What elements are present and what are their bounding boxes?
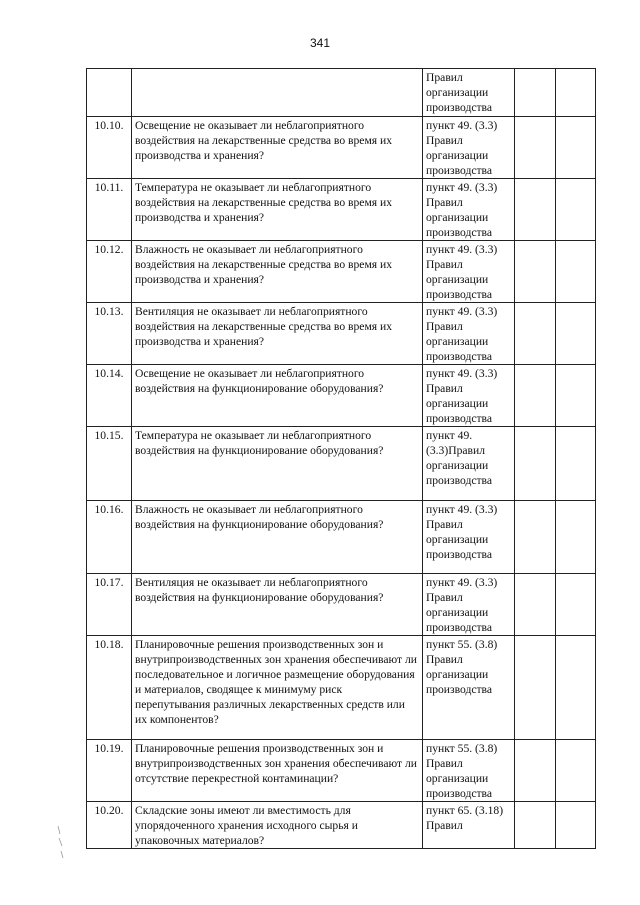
page-number: 341	[309, 36, 331, 50]
row-number	[87, 69, 132, 117]
row-note-cell	[556, 303, 596, 365]
row-number: 10.17.	[87, 574, 132, 636]
table-row	[87, 501, 596, 574]
row-reference: Правил организации производства	[423, 69, 515, 117]
row-note-cell	[556, 427, 596, 501]
row-reference: пункт 49. (3.3) Правил организации производства	[423, 241, 515, 303]
row-number: 10.20.	[87, 802, 132, 849]
table-row	[87, 740, 596, 802]
table-row	[87, 574, 596, 636]
row-number: 10.16.	[87, 501, 132, 574]
row-reference: пункт 55. (3.8) Правил организации производства	[423, 636, 515, 740]
table-row	[87, 427, 596, 501]
row-note-cell	[556, 574, 596, 636]
table-row	[87, 69, 596, 117]
table-row	[87, 802, 596, 849]
row-answer-cell	[515, 740, 556, 802]
row-question: Освещение не оказывает ли неблагоприятного воздействия на функционирование оборудования?	[132, 365, 423, 427]
row-note-cell	[556, 179, 596, 241]
row-reference: пункт 49. (3.3) Правил организации производства	[423, 179, 515, 241]
row-note-cell	[556, 69, 596, 117]
row-reference: пункт 49. (3.3) Правил организации производства	[423, 303, 515, 365]
row-answer-cell	[515, 303, 556, 365]
row-number: 10.18.	[87, 636, 132, 740]
row-answer-cell	[515, 636, 556, 740]
row-reference: пункт 65. (3.18) Правил	[423, 802, 515, 849]
row-question: Освещение не оказывает ли неблагоприятного воздействия на лекарственные средства во время их производства и хранения?	[132, 117, 423, 179]
table-row	[87, 179, 596, 241]
row-number: 10.10.	[87, 117, 132, 179]
row-reference: пункт 49. (3.3) Правил организации производства	[423, 574, 515, 636]
row-question: Влажность не оказывает ли неблагоприятного воздействия на функционирование оборудования?	[132, 501, 423, 574]
row-note-cell	[556, 241, 596, 303]
row-answer-cell	[515, 365, 556, 427]
table-row	[87, 241, 596, 303]
margin-marks	[56, 824, 66, 864]
row-question: Температура не оказывает ли неблагоприятного воздействия на лекарственные средства во время их производства и хранения?	[132, 179, 423, 241]
row-answer-cell	[515, 802, 556, 849]
table-row	[87, 303, 596, 365]
row-number: 10.11.	[87, 179, 132, 241]
row-question	[132, 69, 423, 117]
checklist-table	[86, 68, 596, 849]
row-note-cell	[556, 501, 596, 574]
row-note-cell	[556, 365, 596, 427]
row-reference: пункт 49. (3.3) Правил организации производства	[423, 501, 515, 574]
row-answer-cell	[515, 427, 556, 501]
row-answer-cell	[515, 117, 556, 179]
row-answer-cell	[515, 179, 556, 241]
row-number: 10.13.	[87, 303, 132, 365]
row-number: 10.12.	[87, 241, 132, 303]
row-answer-cell	[515, 241, 556, 303]
row-question: Вентиляция не оказывает ли неблагоприятного воздействия на лекарственные средства во время их производства и хранения?	[132, 303, 423, 365]
row-question: Влажность не оказывает ли неблагоприятного воздействия на лекарственные средства во время их производства и хранения?	[132, 241, 423, 303]
row-question: Температура не оказывает ли неблагоприятного воздействия на функционирование оборудования?	[132, 427, 423, 501]
row-reference: пункт 49. (3.3)Правил организации производства	[423, 427, 515, 501]
row-reference: пункт 55. (3.8) Правил организации производства	[423, 740, 515, 802]
row-reference: пункт 49. (3.3) Правил организации производства	[423, 365, 515, 427]
row-reference: пункт 49. (3.3) Правил организации производства	[423, 117, 515, 179]
table-row	[87, 365, 596, 427]
row-question: Вентиляция не оказывает ли неблагоприятного воздействия на функционирование оборудования?	[132, 574, 423, 636]
table-body	[87, 69, 596, 849]
row-question: Планировочные решения производственных зон и внутрипроизводственных зон хранения обеспечивают ли отсутствие перекрестной контаминации?	[132, 740, 423, 802]
row-note-cell	[556, 117, 596, 179]
row-number: 10.15.	[87, 427, 132, 501]
row-note-cell	[556, 802, 596, 849]
row-number: 10.19.	[87, 740, 132, 802]
row-question: Планировочные решения производственных зон и внутрипроизводственных зон хранения обеспечивают ли последовательное и логичное размещение оборудования и материалов, сводящее к минимуму риск перепутывания различных лекарственных средств или их компонентов?	[132, 636, 423, 740]
table-row	[87, 117, 596, 179]
row-answer-cell	[515, 69, 556, 117]
row-note-cell	[556, 740, 596, 802]
row-answer-cell	[515, 574, 556, 636]
row-answer-cell	[515, 501, 556, 574]
table-row	[87, 636, 596, 740]
row-number: 10.14.	[87, 365, 132, 427]
row-question: Складские зоны имеют ли вместимость для упорядоченного хранения исходного сырья и упаковочных материалов?	[132, 802, 423, 849]
row-note-cell	[556, 636, 596, 740]
